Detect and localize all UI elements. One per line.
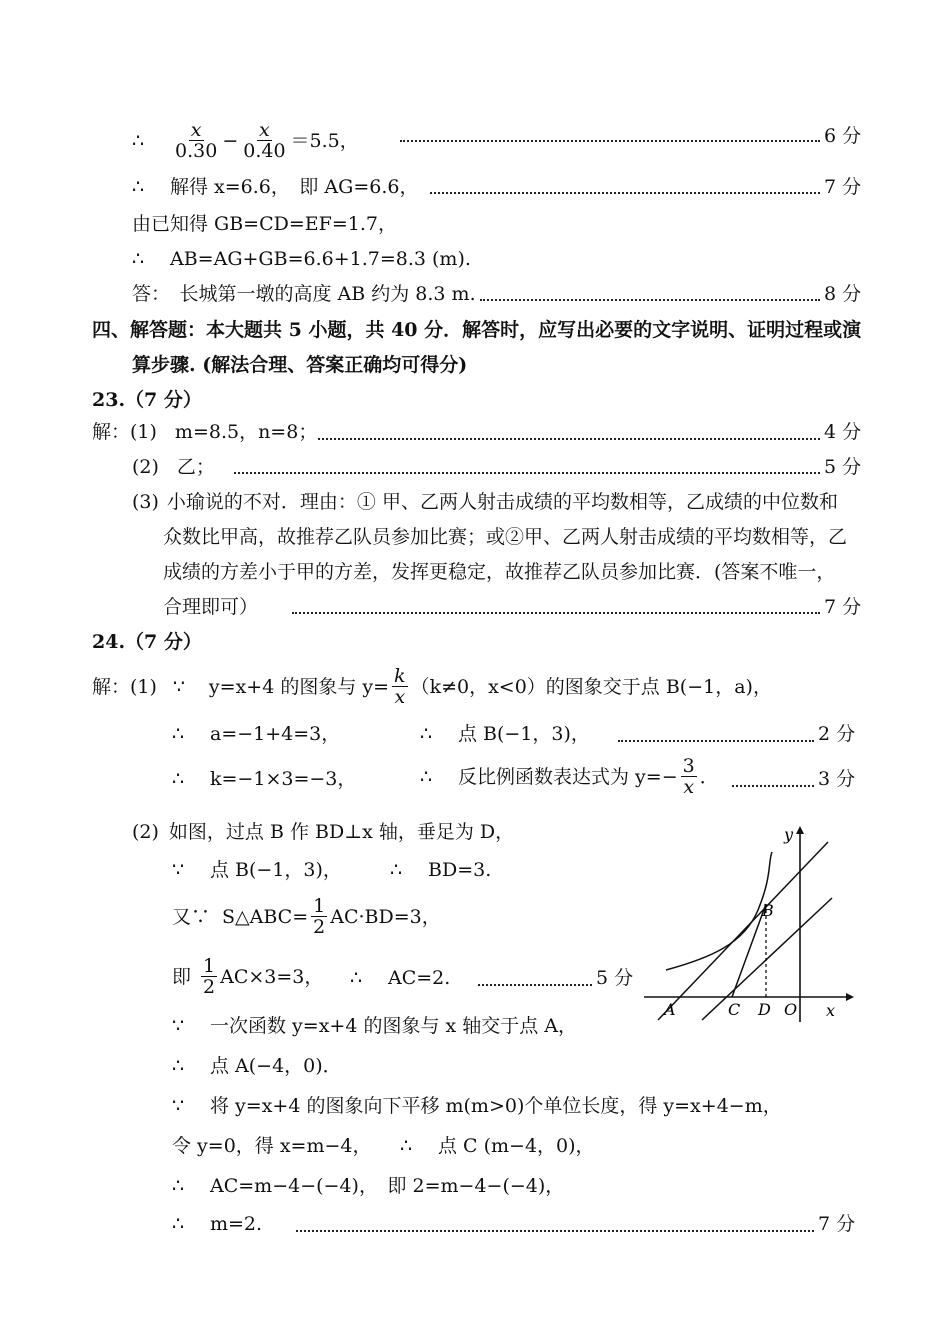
- line-4: ∴ AB=AG+GB=6.6+1.7=8.3 (m).: [132, 248, 471, 270]
- y-axis-arrow: [796, 826, 804, 834]
- coordinate-figure: [640, 822, 860, 1032]
- label-C: C: [728, 1000, 741, 1019]
- dot-leader: [318, 438, 820, 440]
- line-23-3: (3) 小瑜说的不对．理由：① 甲、乙两人射击成绩的平均数相等，乙成绩的中位数和: [132, 491, 838, 513]
- line-24-2b: ∴ 点 B(−1，3)，: [420, 723, 590, 745]
- fraction: $\frac{x}{0.40}$: [243, 119, 286, 162]
- line-3: 由已知得 GB=CD=EF=1.7，: [132, 213, 397, 235]
- line-24-13: ∴ m=2.: [172, 1213, 263, 1235]
- line-24-9: ∴ 点 A(−4，0)．: [172, 1055, 342, 1077]
- line-24-3: ∴ k=−1×3=−3，: [172, 768, 357, 790]
- fraction: $\frac{k}{x}$: [394, 665, 406, 708]
- line-5: 答： 长城第一墩的高度 AB 约为 8.3 m.: [132, 283, 476, 305]
- line-24-4: (2) 如图，过点 B 作 BD⊥x 轴，垂足为 D，: [132, 821, 515, 843]
- segment-BC: [732, 904, 766, 997]
- line-24-11b: ∴ 点 C (m−4，0)，: [400, 1135, 595, 1157]
- line-2: ∴ 解得 x=6.6， 即 AG=6.6，: [132, 176, 419, 198]
- line-24-5b: ∴ BD=3.: [390, 859, 492, 881]
- dot-leader: [480, 299, 820, 301]
- dot-leader: [430, 192, 820, 194]
- label-y: y: [784, 825, 794, 844]
- score: 7 分: [824, 176, 862, 198]
- score: 2 分: [818, 723, 856, 745]
- fraction: $\frac{1}{2}$: [313, 895, 326, 938]
- line-24-10: ∵ 将 y=x+4 的图象向下平移 m(m>0)个单位长度，得 y=x+4−m，: [172, 1095, 782, 1117]
- label-A: A: [664, 1000, 676, 1019]
- dot-leader: [234, 472, 820, 474]
- fraction: $\frac{3}{x}$: [682, 755, 695, 798]
- line-24-6: 又∵ S△ABC= $\frac{1}{2}$ AC·BD=3，: [172, 895, 441, 938]
- section-heading: 四、解答题：本大题共 5 小题，共 40 分．解答时，应写出必要的文字说明、证明过程或演: [92, 319, 862, 341]
- label-D: D: [758, 1000, 771, 1019]
- line-23-2: (2) 乙；: [132, 456, 215, 478]
- score: 8 分: [824, 283, 862, 305]
- line-24-2: ∴ a=−1+4=3，: [172, 723, 341, 745]
- line-24-3b: ∴ 反比例函数表达式为 y=− $\frac{3}{x}$ ．: [420, 755, 719, 798]
- score: 4 分: [824, 421, 862, 443]
- dot-leader: [478, 984, 592, 986]
- dot-leader: [732, 785, 814, 787]
- line-23-3b: 众数比甲高，故推荐乙队员参加比赛；或②甲、乙两人射击成绩的平均数相等，乙: [163, 526, 848, 548]
- line-23-1: 解：(1) m=8.5，n=8；: [92, 421, 318, 443]
- line-24-8: ∵ 一次函数 y=x+4 的图象与 x 轴交于点 A，: [172, 1015, 578, 1037]
- score: 5 分: [596, 967, 634, 989]
- label-B: B: [762, 901, 774, 920]
- score: 3 分: [818, 768, 856, 790]
- line-24-11: 令 y=0，得 x=m−4，: [172, 1135, 372, 1157]
- question-24: 24.（7 分）: [92, 631, 202, 653]
- label-O: O: [784, 1000, 798, 1019]
- line-23-3c: 成绩的方差小于甲的方差，发挥更稳定，故推荐乙队员参加比赛．(答案不唯一，: [163, 561, 836, 583]
- line-24-5: ∵ 点 B(−1，3)，: [172, 859, 342, 881]
- fraction: $\frac{x}{0.30}$: [175, 119, 218, 162]
- line-24-7b: ∴ AC=2.: [350, 967, 451, 989]
- section-heading-cont: 算步骤. (解法合理、答案正确均可得分): [132, 354, 468, 376]
- line-23-3d: 合理即可）: [163, 596, 259, 618]
- score: 5 分: [824, 456, 862, 478]
- dot-leader: [296, 1230, 814, 1232]
- line-24-1: 解：(1) ∵ y=x+4 的图象与 y= $\frac{k}{x}$ （k≠0，x<0）的图象交于点 B(−1，a)，: [92, 665, 772, 708]
- line-24-12: ∴ AC=m−4−(−4)， 即 2=m−4−(−4)，: [172, 1175, 565, 1197]
- line-1: ∴ $\frac{x}{0.30}$ − $\frac{x}{0.40}$ ＝5.5，: [132, 119, 359, 162]
- dot-leader: [400, 140, 820, 142]
- dot-leader: [292, 612, 820, 614]
- therefore-symbol: ∴: [132, 129, 145, 152]
- x-axis-arrow: [846, 993, 854, 1001]
- dot-leader: [618, 740, 814, 742]
- question-23: 23.（7 分）: [92, 389, 202, 411]
- line-through-A: [658, 842, 828, 1020]
- score: 7 分: [824, 596, 862, 618]
- line-24-7: 即 $\frac{1}{2}$ AC×3=3，: [172, 955, 324, 998]
- score: 7 分: [818, 1213, 856, 1235]
- hyperbola-curve: [666, 852, 772, 970]
- score: 6 分: [824, 125, 862, 147]
- label-x: x: [826, 1001, 836, 1020]
- fraction: $\frac{1}{2}$: [203, 955, 216, 998]
